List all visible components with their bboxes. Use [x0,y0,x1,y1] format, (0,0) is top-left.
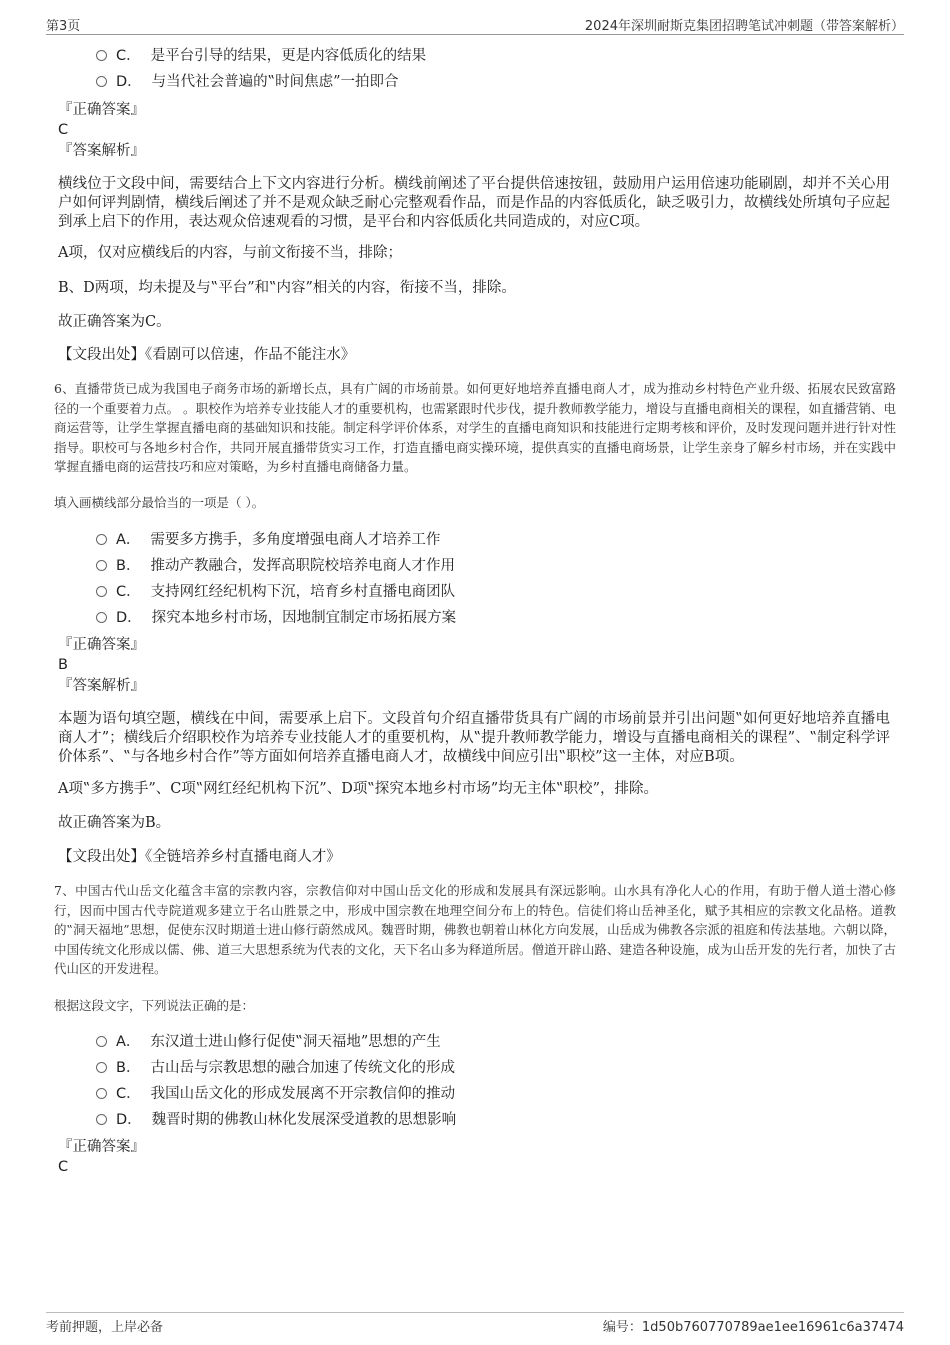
footer-slogan: 考前押题，上岸必备 [46,1320,164,1335]
q6-prompt: 填入画横线部分最恰当的一项是（ ）。 [54,495,265,510]
q5-analysis-option-a: A项，仅对应横线后的内容，与前文衔接不当，排除； [58,245,402,261]
q6-option-c[interactable]: C． 支持网红经纪机构下沉，培育乡村直播电商团队 [96,582,455,602]
document-title: 2024年深圳耐斯克集团招聘笔试冲刺题（带答案解析） [584,19,904,34]
radio-icon[interactable] [96,534,107,545]
q6-option-a[interactable]: A． 需要多方携手，多角度增强电商人才培养工作 [96,530,440,550]
radio-icon[interactable] [96,50,107,61]
q6-option-d[interactable]: D． 探究本地乡村市场，因地制宜制定市场拓展方案 [96,608,456,628]
q6-source: 【文段出处】《全链培养乡村直播电商人才》 [58,849,341,865]
q6-analysis-paragraph: 本题为语句填空题，横线在中间，需要承上启下。文段首句介绍直播带货具有广阔的市场前景并引出问题‟如何更好地培养直播电商人才”；横线后介绍职校作为培养专业技能人才的重要机构，从‟提升教师教学能力，增设与直播电商相关的课程”、‟制定科学评价体系”、‟与各地乡村合作”等方面如何培养直播电商人才，故横线中间应引出‟职校”这一主体，对应B项。 [58,711,890,765]
q5-conclusion: 故正确答案为C。 [58,314,171,330]
q6-analysis-label: 『答案解析』 [58,678,145,694]
radio-icon[interactable] [96,586,107,597]
q5-source: 【文段出处】《看剧可以倍速，作品不能注水》 [58,347,356,363]
q7-option-a[interactable]: A． 东汉道士进山修行促使‟洞天福地”思想的产生 [96,1032,441,1052]
q5-option-c[interactable]: C． 是平台引导的结果，更是内容低质化的结果 [96,46,426,66]
code-value: 1d50b760770789ae1ee16961c6a37474 [641,1320,904,1335]
q6-stem: 6、直播带货已成为我国电子商务市场的新增长点，具有广阔的市场前景。如何更好地培养直播电商人才，成为推动乡村特色产业升级、拓展农民致富路径的一个重要着力点。 。职校作为培养专业技能人才的重要机构，也需紧跟时代步伐，提升教师教学能力，增设与直播电商相关的课程，如直播营销、电商运营等，让学生掌握直播电商的基础知识和技能。制定科学评价体系，对学生的直播电商知识和技能进行定期考核和评价，及时发现问题并进行针对性指导。职校可与各地乡村合作，共同开展直播带货实习工作，打造直播电商实操环境，提供真实的直播电商场景，让学生亲身了解乡村市场，并在实践中掌握直播电商的运营技巧和应对策略，为乡村直播电商储备力量。 [54,381,896,474]
q5-answer-label: 『正确答案』 [58,102,145,118]
q5-analysis-option-bd: B、D两项，均未提及与‟平台”和‟内容”相关的内容，衔接不当，排除。 [58,280,516,296]
q5-analysis-paragraph: 横线位于文段中间，需要结合上下文内容进行分析。横线前阐述了平台提供倍速按钮，鼓励用户运用倍速功能刷剧，却并不关心用户如何评判剧情，横线后阐述了并不是观众缺乏耐心完整观看作品，而是作品的内容低质化，缺乏吸引力，故横线处所填句子应起到承上启下的作用，表达观众倍速观看的习惯，是平台和内容低质化共同造成的，对应C项。 [58,176,890,230]
q7-answer: C [58,1159,69,1175]
radio-icon[interactable] [96,1062,107,1073]
radio-icon[interactable] [96,1088,107,1099]
q7-option-b[interactable]: B． 古山岳与宗教思想的融合加速了传统文化的形成 [96,1058,455,1078]
code-label: 编号： [602,1320,642,1335]
radio-icon[interactable] [96,612,107,623]
q6-option-b[interactable]: B． 推动产教融合，发挥高职院校培养电商人才作用 [96,556,455,576]
q7-stem: 7、中国古代山岳文化蕴含丰富的宗教内容，宗教信仰对中国山岳文化的形成和发展具有深远影响。山水具有净化人心的作用，有助于僧人道士潜心修行，因而中国古代寺院道观多建立于名山胜景之中，形成中国宗教在地理空间分布上的特色。信徒们将山岳神圣化，赋予其相应的宗教文化品格。道教的‟洞天福地”思想，促使东汉时期道士进山修行蔚然成风。魏晋时期，佛教也朝着山林化方向发展，山岳成为佛教各宗派的祖庭和传法基地。六朝以降，中国传统文化形成以儒、佛、道三大思想系统为代表的文化，天下名山多为释道所居。僧道开辟山路、建造各种设施，成为山岳开发的先行者，加快了古代山区的开发进程。 [54,883,896,976]
radio-icon[interactable] [96,1036,107,1047]
q5-answer: C [58,122,69,138]
radio-icon[interactable] [96,560,107,571]
q7-answer-label: 『正确答案』 [58,1139,145,1155]
q6-answer-label: 『正确答案』 [58,637,145,653]
radio-icon[interactable] [96,76,107,87]
q5-analysis-label: 『答案解析』 [58,143,145,159]
page-number: 第3页 [46,19,81,34]
page-footer [46,1312,904,1337]
q7-option-c[interactable]: C． 我国山岳文化的形成发展离不开宗教信仰的推动 [96,1084,455,1104]
q5-option-d[interactable]: D． 与当代社会普遍的‟时间焦虑”一拍即合 [96,72,399,92]
q7-prompt: 根据这段文字，下列说法正确的是： [54,998,255,1013]
q6-conclusion: 故正确答案为B。 [58,815,171,831]
radio-icon[interactable] [96,1114,107,1125]
document-code [603,1316,904,1335]
q6-analysis-options: A项‟多方携手”、C项‟网红经纪机构下沉”、D项‟探究本地乡村市场”均无主体‟职校”，排除。 [58,781,658,797]
q6-answer: B [58,657,68,673]
q7-option-d[interactable]: D． 魏晋时期的佛教山林化发展深受道教的思想影响 [96,1110,456,1130]
page-header [46,12,904,35]
